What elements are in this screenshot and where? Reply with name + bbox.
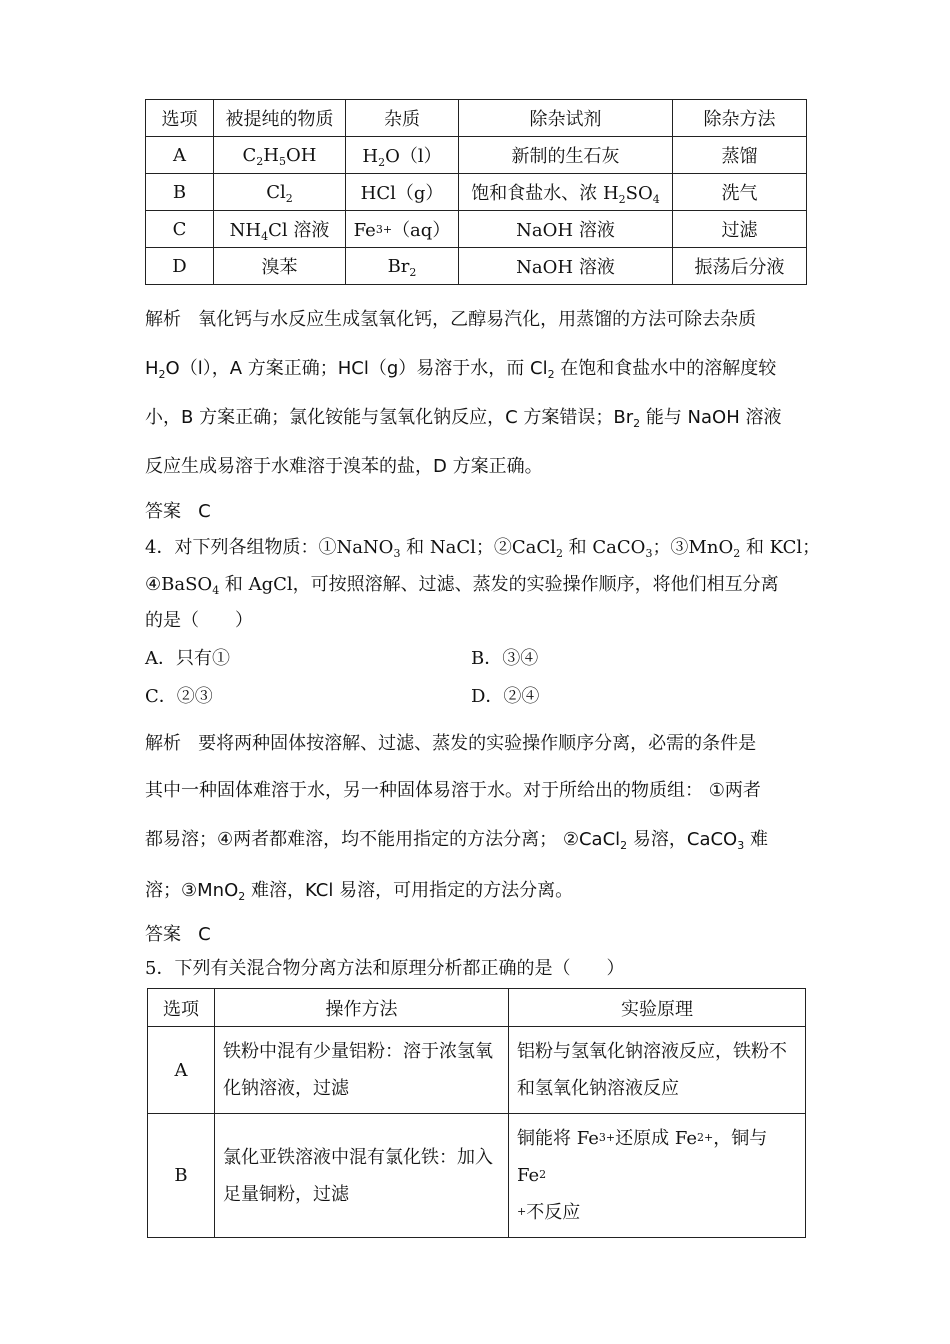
table-row: [146, 137, 807, 174]
question-4-line-1: 4．对下列各组物质：①NaNO$_3$ 和 NaCl；②CaCl$_2$ 和 CaCO$_3$；③MnO$_2$ 和 KCl；: [145, 537, 821, 560]
answer-value: C: [198, 924, 211, 945]
cell-option: A: [148, 1027, 215, 1114]
cell-impurity: HCl（g）: [346, 174, 459, 211]
answer-value: C: [198, 501, 211, 522]
cell-substance: 溴苯: [214, 248, 346, 285]
cell-substance: $NH_4Cl$ 溶液: [214, 211, 346, 248]
cell-impurity: $Br_2$: [346, 248, 459, 285]
header-impurity: 杂质: [346, 100, 459, 137]
option-a: A．只有①: [145, 648, 230, 669]
cell-reagent: NaOH 溶液: [459, 248, 673, 285]
cell-impurity: $H_2O(l)$: [346, 137, 459, 174]
table-row: [148, 1114, 806, 1238]
question-4-line-2: ④BaSO$_4$ 和 AgCl，可按照溶解、过滤、蒸发的实验操作顺序，将他们相互分离: [145, 574, 779, 597]
analysis-3-line-3: 小，B 方案正确；氯化铵能与氢氧化钠反应，C 方案错误；$Br_2$ 能与 NaOH 溶液: [145, 407, 782, 430]
analysis-4-line-3: 都易溶；④两者都难溶，均不能用指定的方法分离； ②CaCl$_2$ 易溶，CaCO$_3$ 难: [145, 829, 768, 852]
analysis-label: 解析: [145, 309, 181, 330]
table-header-row: [148, 989, 806, 1027]
cell-substance: $C_2H_5OH$: [214, 137, 346, 174]
header-option: 选项: [148, 989, 215, 1027]
option-b: B．③④: [471, 648, 539, 669]
answer-label: 答案: [145, 924, 181, 945]
answer-label: 答案: [145, 501, 181, 522]
cell-option: D: [146, 248, 214, 285]
cell-method: 洗气: [673, 174, 807, 211]
cell-principle: 铜能将 $Fe^{3+}$还原成 $Fe^{2+}$，铜与 Fe$^2$ +不反应: [509, 1114, 806, 1238]
cell-option: C: [146, 211, 214, 248]
table-header-row: [146, 100, 807, 137]
header-substance: 被提纯的物质: [214, 100, 346, 137]
analysis-4-line-1: 解析 要将两种固体按溶解、过滤、蒸发的实验操作顺序分离，必需的条件是: [145, 733, 757, 754]
cell-option: B: [148, 1114, 215, 1238]
cell-substance: $Cl_2$: [214, 174, 346, 211]
header-principle: 实验原理: [509, 989, 806, 1027]
question-5-stem: 5．下列有关混合物分离方法和原理分析都正确的是（ ）: [145, 958, 625, 979]
question-4-line-3: 的是（ ）: [145, 610, 253, 631]
answer-4: [145, 920, 211, 946]
cell-operation: 铁粉中混有少量铝粉：溶于浓氢氧化钠溶液，过滤: [215, 1027, 509, 1114]
cell-method: 蒸馏: [673, 137, 807, 174]
cell-option: B: [146, 174, 214, 211]
table-row: [148, 1027, 806, 1114]
header-reagent: 除杂试剂: [459, 100, 673, 137]
cell-impurity: $Fe^{3+}(aq)$: [346, 211, 459, 248]
table-row: [146, 211, 807, 248]
cell-principle: 铝粉与氢氧化钠溶液反应，铁粉不和氢氧化钠溶液反应: [509, 1027, 806, 1114]
analysis-3-line-1: 解析 氧化钙与水反应生成氢氧化钙，乙醇易汽化，用蒸馏的方法可除去杂质: [145, 309, 757, 330]
cell-reagent: 新制的生石灰: [459, 137, 673, 174]
option-c: C．②③: [145, 686, 213, 707]
header-option: 选项: [146, 100, 214, 137]
header-operation: 操作方法: [215, 989, 509, 1027]
analysis-label: 解析: [145, 733, 181, 754]
separation-table: [147, 988, 806, 1238]
analysis-4-line-4: 溶；③MnO$_2$ 难溶，KCl 易溶，可用指定的方法分离。: [145, 880, 574, 903]
answer-3: [145, 497, 211, 523]
table-row: [146, 174, 807, 211]
cell-reagent: NaOH 溶液: [459, 211, 673, 248]
analysis-3-line-2: $H_2O(l)$，A 方案正确；HCl（g）易溶于水，而 $Cl_2$ 在饱和食盐水中的溶解度较: [145, 358, 777, 381]
table-row: [146, 248, 807, 285]
cell-operation: 氯化亚铁溶液中混有氯化铁：加入足量铜粉，过滤: [215, 1114, 509, 1238]
cell-option: A: [146, 137, 214, 174]
cell-method: 过滤: [673, 211, 807, 248]
analysis-3-line-4: 反应生成易溶于水难溶于溴苯的盐，D 方案正确。: [145, 456, 543, 477]
option-d: D．②④: [471, 686, 540, 707]
analysis-4-line-2: 其中一种固体难溶于水，另一种固体易溶于水。对于所给出的物质组： ①两者: [145, 780, 761, 801]
cell-reagent: 饱和食盐水、浓 $H_2SO_4$: [459, 174, 673, 211]
cell-method: 振荡后分液: [673, 248, 807, 285]
header-method: 除杂方法: [673, 100, 807, 137]
purification-table: [145, 99, 807, 285]
